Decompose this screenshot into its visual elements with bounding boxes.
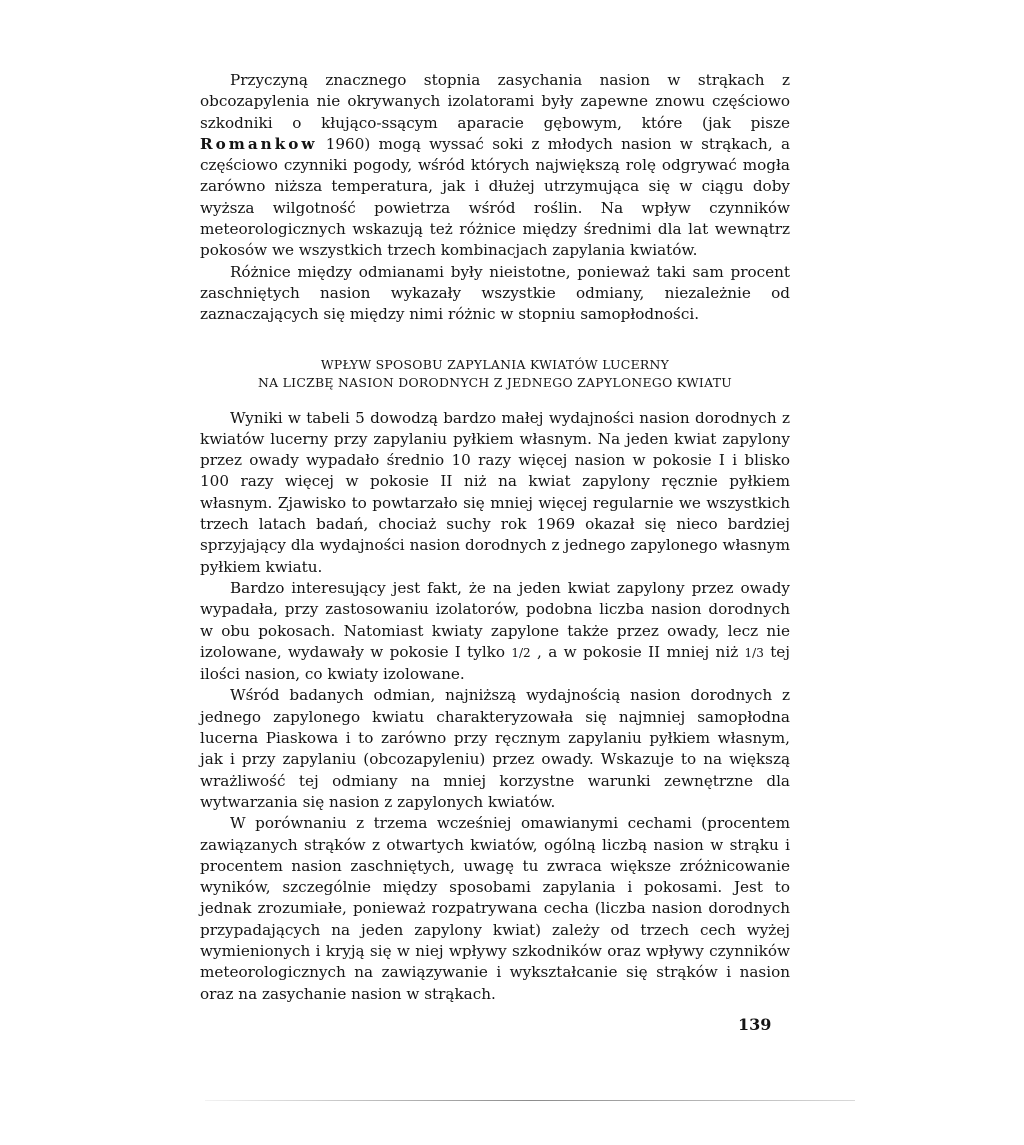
fraction-third: 1/3 (744, 645, 764, 660)
paragraph-1-text-a: Przyczyną znacznego stopnia zasychania nasion w strąkach z obcozapylenia nie okrywanych izolatorami były zapewne znowu częściowo szkodniki o kłująco-ssącym aparacie gębowym, które (jak pisze (200, 71, 790, 132)
paragraph-5: Wśród badanych odmian, najniższą wydajnością nasion dorodnych z jednego zapylonego kwiatu charakteryzowała się najmniej samopłodna lucerna Piaskowa i to zarówno przy ręcznym zapylaniu pyłkiem własnym, jak i przy zapylaniu (obcozapyleniu) przez owady. Wskazuje to na większą wrażliwość tej odmiany na mniej korzystne warunki zewnętrzne dla wytwarzania się nasion z zapylonych kwiatów. (200, 686, 790, 811)
paragraph-2: Różnice między odmianami były nieistotne, ponieważ taki sam procent zaschniętych nasion wykazały wszystkie odmiany, niezależnie od zaznaczających się między nimi różnic w stopniu samopłodności. (200, 262, 790, 324)
fraction-half: 1/2 (511, 645, 531, 660)
page-number: 139 (738, 1015, 772, 1034)
author-citation: Romankow (200, 134, 318, 153)
paragraph-4 (200, 578, 790, 685)
page-body (200, 70, 790, 1005)
paragraph-1-text-b: 1960) mogą wyssać soki z młodych nasion w strąkach, a częściowo czynniki pogody, wśród których największą rolę odgrywać mogła zarówno niższa temperatura, jak i dłużej utrzymująca się w ciągu doby wyższa wilgotność powietrza wśród roślin. Na wpływ czynników meteorologicznych wskazują też różnice między średnimi dla lat wewnątrz pokosów we wszystkich trzech kombinacjach zapylania kwiatów. (200, 134, 790, 260)
paragraph-6: W porównaniu z trzema wcześniej omawianymi cechami (procentem zawiązanych strąków z otwartych kwiatów, ogólną liczbą nasion w strąku i procentem nasion zaschniętych, uwagę tu zwraca większe zróżnicowanie wyników, szczególnie między sposobami zapylania i pokosami. Jest to jednak zrozumiałe, ponieważ rozpatrywana cecha (liczba nasion dorodnych przypadających na jeden zapylony kwiat) zależy od trzech cech wyżej wymienionych i kryją się w niej wpływy szkodników oraz wpływy czynników meteorologicznych na zawiązywanie i wykształcanie się strąków i nasion oraz na zasychanie nasion w strąkach. (200, 814, 790, 1003)
section-body (200, 408, 790, 1005)
paragraph-4-text-a: Bardzo interesujący jest fakt, że na jeden kwiat zapylony przez owady wypadała, przy zastosowaniu izolatorów, podobna liczba nasion dorodnych w obu pokosach. Natomiast kwiaty zapylone także przez owady, lecz nie izolowane, wydawały w pokosie I tylko (200, 578, 790, 661)
paragraph-4-text-c: tej ilości nasion, co kwiaty izolowane. (200, 642, 791, 684)
section-heading-line-1: WPŁYW SPOSOBU ZAPYLANIA KWIATÓW LUCERNY (320, 356, 670, 372)
scan-edge-line (205, 1100, 855, 1101)
section-heading (200, 356, 790, 392)
paragraph-3: Wyniki w tabeli 5 dowodzą bardzo małej wydajności nasion dorodnych z kwiatów lucerny przy zapylaniu pyłkiem własnym. Na jeden kwiat zapylony przez owady wypadało średnio 10 razy więcej nasion w pokosie I i blisko 100 razy więcej w pokosie II niż na kwiat zapylony ręcznie pyłkiem własnym. Zjawisko to powtarzało się mniej więcej regularnie we wszystkich trzech latach badań, chociaż suchy rok 1969 okazał się nieco bardziej sprzyjający dla wydajności nasion dorodnych z jednego zapylonego własnym pyłkiem kwiatu. (200, 408, 790, 576)
paragraph-4-text-b: , a w pokosie II mniej niż (530, 642, 745, 661)
paragraph-1 (200, 70, 790, 262)
section-heading-line-2: NA LICZBĘ NASION DORODNYCH Z JEDNEGO ZAPYLONEGO KWIATU (257, 374, 733, 390)
